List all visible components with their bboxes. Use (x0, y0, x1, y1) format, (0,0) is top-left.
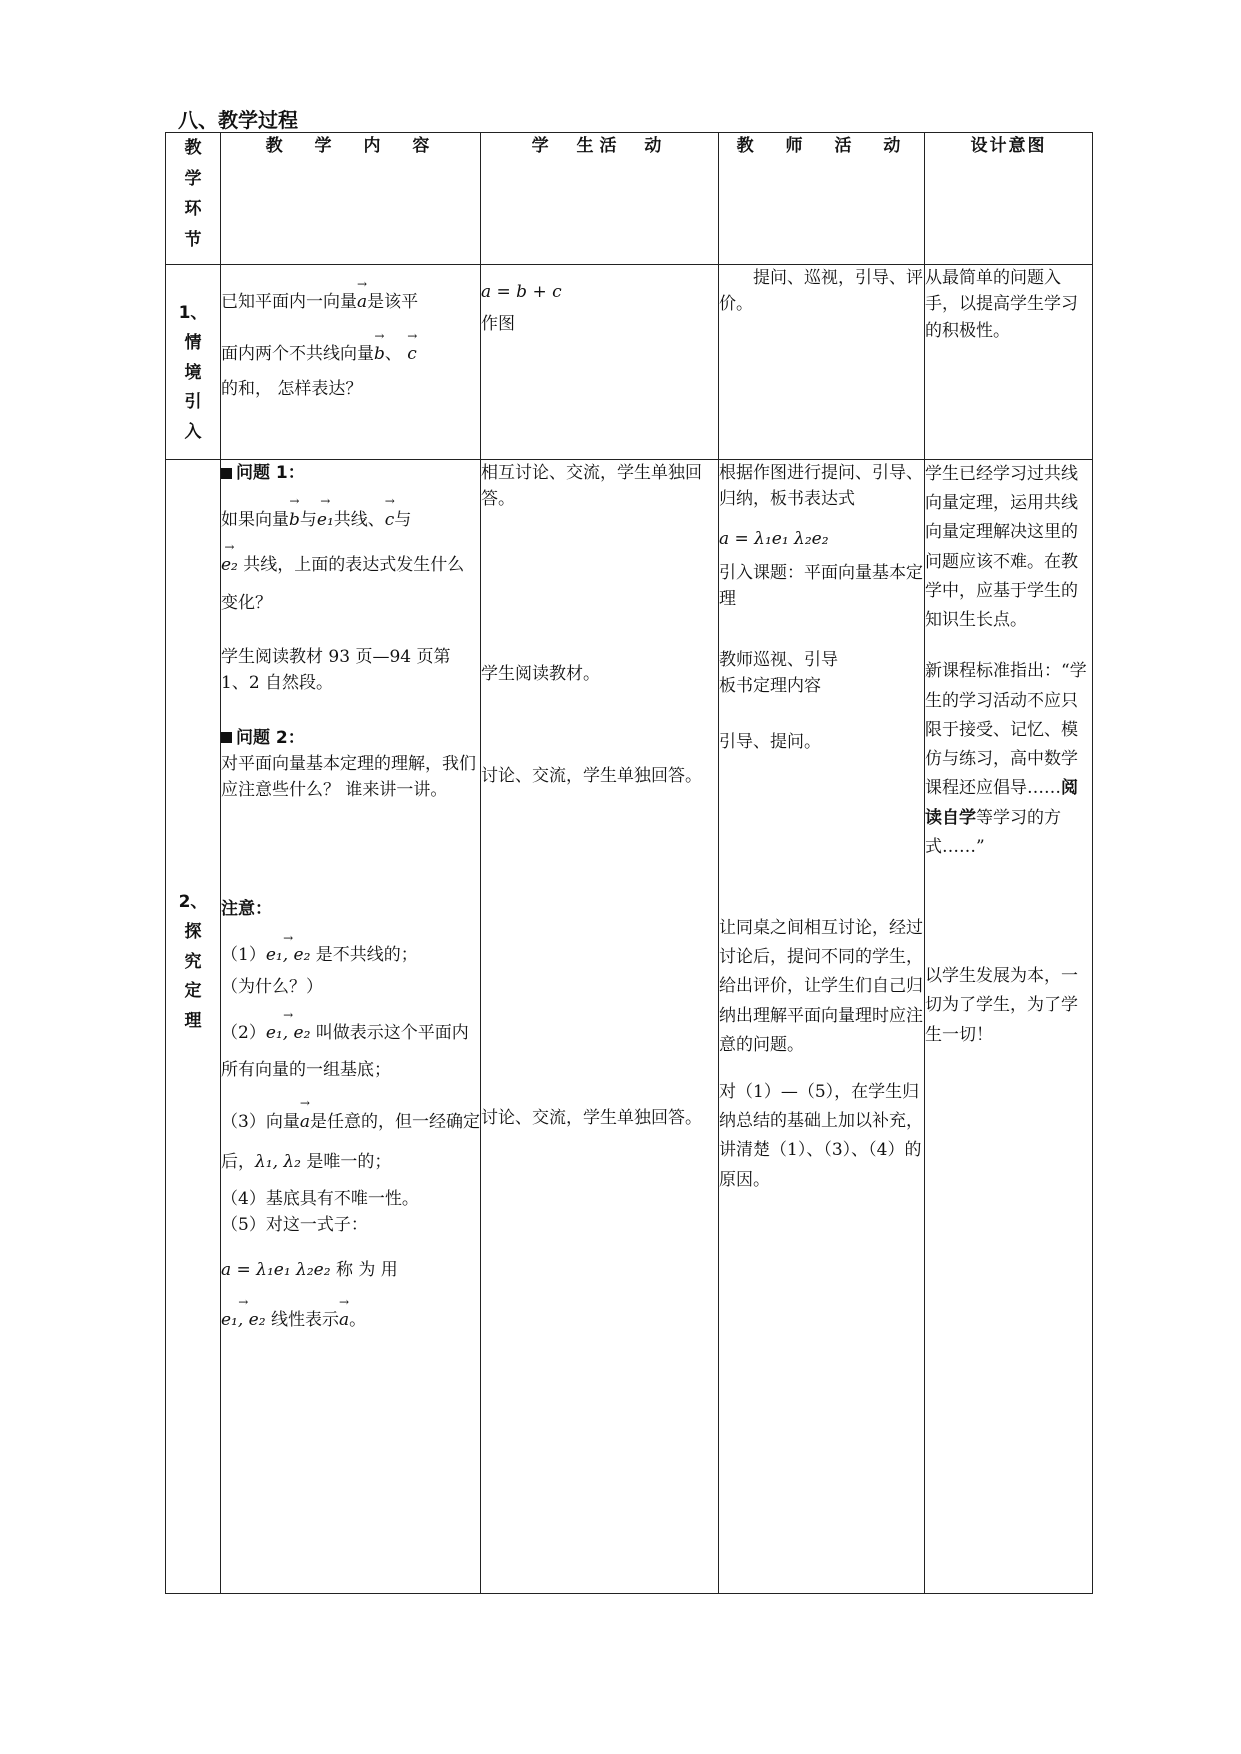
row-explore (166, 460, 1093, 1594)
row-situation (166, 265, 1093, 460)
intent-situation: 从最简单的问题入手，以提高学生学习的积极性。 (925, 265, 1093, 460)
teaching-process-table (165, 132, 1093, 1594)
equation-abc: a = b + c (481, 282, 562, 302)
intent-explore: 学生已经学习过共线向量定理，运用共线向量定理解决这里的问题应该不难。在教学中，应基于学生的知识生长点。 新课程标准指出：“学生的学习活动不应只限于接受、记忆、模仿与练习，高中数学课程还应倡导……阅读自学等学习的方式……” 以学生发展为本，一切为了学生，为了学生一切！ (925, 460, 1093, 1594)
header-intent: 设计意图 (925, 133, 1093, 265)
content-situation: 已知平面内一向量→ a是该平 面内两个不共线向量→ b、 → c 的和， 怎样表达？ (221, 265, 481, 460)
header-row (166, 133, 1093, 265)
square-bullet-icon (221, 468, 232, 479)
header-student: 学 生活 动 (481, 133, 719, 265)
teacher-situation: 提问、巡视，引导、评价。 (719, 265, 925, 460)
stage-explore: 2、 探 究 定 理 (166, 460, 221, 1594)
teacher-explore: 根据作图进行提问、引导、归纳，板书表达式 a = λ₁e₁ λ₂e₂ 引入课题：平面向量基本定理 教师巡视、引导 板书定理内容 引导、提问。 让同桌之间相互讨论，经过讨论后，提问不同的学生，给出评价，让学生们自己归纳出理解平面向量理时应注意的问题。 对（1）—（5），在学生归纳总结的基础上加以补充，讲清楚（1）、（3）、（4）的原因。 (719, 460, 925, 1594)
content-explore: 问题 1： 如果向量→ b与→ e₁共线、→ c与 → e₂ 共线，上面的表达式发生什么变化？ 学生阅读教材 93 页—94 页第 1、2 自然段。 问题 2： 对平面向量基本定理的理解，我们应注意些什么？ 谁来讲一讲。 注意： （1）→ e₁, e₂ 是不共线的； （为什么？） （2）→ e₁, e₂ 叫做表示这个平面内所有向量的一组基底； （3）向量→ a是任意的，但一经确定后，λ₁, λ₂ 是唯一的； （4）基底具有不唯一性。 （5）对这一式子： a = λ₁e₁ λ₂e₂ 称 为 用 → e₁, e₂ 线性表示→ a。 (221, 460, 481, 1594)
header-content: 教 学 内 容 (221, 133, 481, 265)
student-situation: a = b + c 作图 (481, 265, 719, 460)
student-explore: 相互讨论、交流，学生单独回答。 学生阅读教材。 讨论、交流，学生单独回答。 讨论、交流，学生单独回答。 (481, 460, 719, 1594)
stage-situation: 1、 情 境 引 入 (166, 265, 221, 460)
header-teacher: 教 师 活 动 (719, 133, 925, 265)
header-stage: 教 学 环 节 (166, 133, 221, 265)
square-bullet-icon (221, 732, 232, 743)
section-heading: 八、教学过程 (178, 108, 298, 132)
